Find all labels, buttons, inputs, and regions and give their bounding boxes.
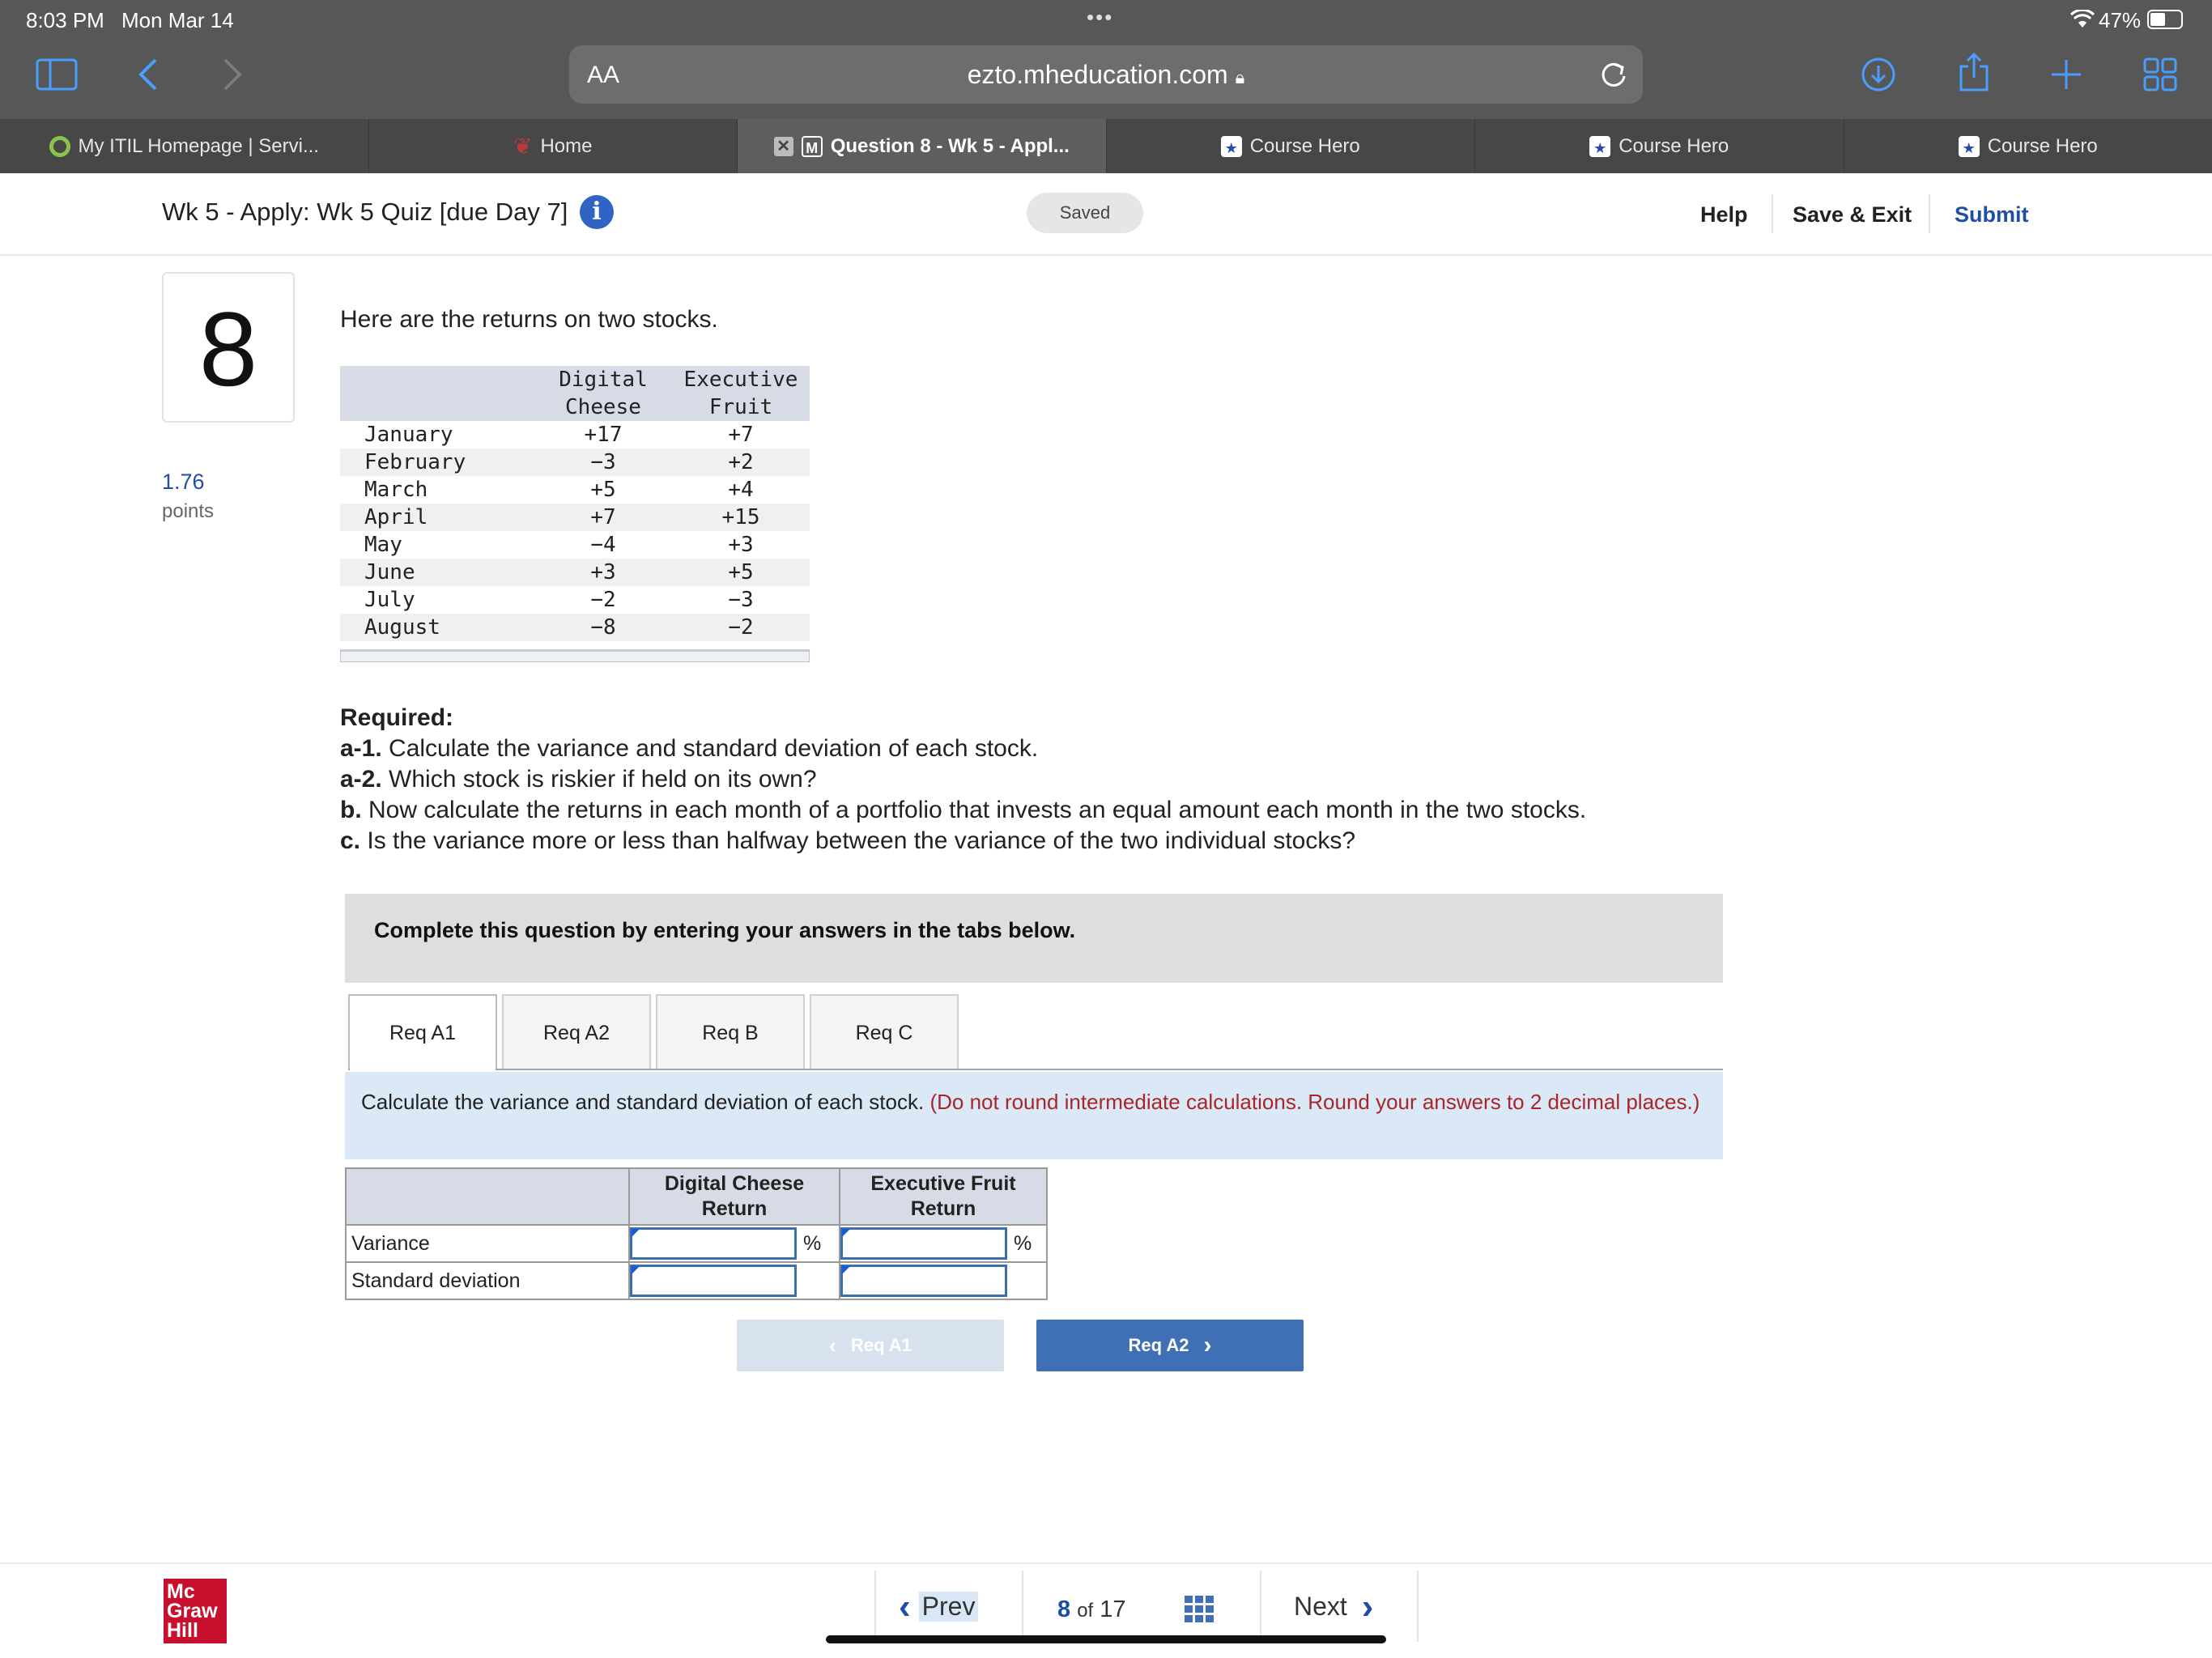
variance-dc-cell [629,1225,840,1262]
variance-dc-input[interactable] [630,1227,797,1260]
next-question-button[interactable] [1294,1586,1374,1626]
points-label: points [162,500,215,522]
new-tab-icon[interactable] [2048,57,2084,92]
status-time: 8:03 PM [26,8,104,32]
sidebar-icon[interactable] [36,58,78,91]
browser-tab-itil[interactable] [0,119,369,173]
month-cell: January [364,423,453,447]
tab-req-b[interactable] [656,994,805,1070]
complete-banner [345,894,1723,983]
next-req-button[interactable] [1036,1320,1304,1371]
quiz-title: Wk 5 - Apply: Wk 5 Quiz [due Day 7] [162,198,568,226]
ef-cell: −2 [728,615,754,640]
std-dc-cell [629,1262,840,1299]
battery-icon [2147,10,2183,29]
requirement-b: b. Now calculate the returns in each month of a portfolio that invests an equal amount each month in the two stocks. [340,797,1587,823]
dc-cell: −8 [590,615,616,640]
table-row [340,504,810,531]
ef-cell: +7 [728,423,754,447]
answer-header-row [346,1168,1047,1225]
tab-label: Req A1 [389,1021,456,1044]
dc-cell: +5 [590,478,616,502]
browser-tab-course-hero-2[interactable] [1475,119,1844,173]
ef-cell: +4 [728,478,754,502]
share-icon[interactable] [1958,52,1990,92]
variance-label: Variance [346,1225,629,1262]
table-row [340,586,810,614]
tab-label: Req C [855,1021,913,1044]
battery-percent: 47% [2099,8,2142,32]
dc-cell: +7 [590,505,616,529]
chevron-right-icon: › [1361,1586,1374,1626]
variance-ef-input[interactable] [840,1227,1007,1260]
divider [1929,194,1930,233]
instruction-box [345,1072,1723,1159]
course-hero-icon: ★ [1959,136,1980,157]
browser-tab-course-hero-3[interactable] [1844,119,2212,173]
dc-cell: −4 [590,533,616,557]
answer-row-variance [346,1225,1047,1262]
tab-overview-icon[interactable] [2142,57,2178,92]
home-logo-icon: ❦ [513,134,533,159]
course-hero-icon: ★ [1221,136,1242,157]
chevron-right-icon: › [1203,1332,1212,1358]
answer-row-std [346,1262,1047,1299]
divider [1022,1571,1023,1642]
wifi-icon [2069,10,2095,29]
tab-req-a2[interactable] [502,994,651,1070]
points-value: 1.76 [162,470,205,494]
m-icon: M [802,136,823,157]
browser-tabs [0,119,2212,173]
tab-label: Req B [702,1021,759,1044]
std-ef-cell [840,1262,1047,1299]
download-icon[interactable] [1861,57,1896,92]
month-cell: August [364,615,440,640]
month-cell: February [364,450,466,474]
month-cell: June [364,560,415,585]
returns-table [340,366,810,641]
requirement-a2: a-2. Which stock is riskier if held on its own? [340,766,817,793]
multitask-dots[interactable]: ••• [1087,5,1114,29]
table-footer-bar [340,649,810,662]
requirement-c: c. Is the variance more or less than halfway between the variance of the two individual stocks? [340,827,1356,854]
month-cell: May [364,533,402,557]
complete-banner-text: Complete this question by entering your answers in the tabs below. [374,918,1076,942]
table-row [340,421,810,449]
footer-divider [0,1562,2212,1564]
answer-header-ef: Executive Fruit Return [840,1168,1047,1225]
ef-cell: −3 [728,588,754,612]
percent-unit: % [803,1231,822,1255]
url-text: ezto.mheducation.com 🔒︎ [967,60,1245,89]
tab-req-a1[interactable] [348,994,497,1070]
table-row [340,449,810,476]
ef-cell: +3 [728,533,754,557]
table-row [340,559,810,586]
instruction-text: Calculate the variance and standard deviation of each stock. (Do not round intermediate calculations. Round your answers to 2 decimal places.) [361,1090,1700,1114]
month-cell: April [364,505,428,529]
tab-req-c[interactable] [810,994,959,1070]
header-executive-fruit-1: Executive [683,368,798,392]
tab-label: Course Hero [1987,134,2098,157]
lock-icon: 🔒︎ [1235,67,1245,87]
dc-cell: −2 [590,588,616,612]
std-label: Standard deviation [346,1262,629,1299]
std-ef-input[interactable] [840,1265,1007,1297]
month-cell: March [364,478,428,502]
back-icon[interactable] [136,57,159,92]
tab-label: Course Hero [1619,134,1729,157]
required-label: Required: [340,704,454,731]
page-indicator: 8 of 17 [1057,1596,1126,1622]
chevron-left-icon: ‹ [829,1333,836,1358]
reload-icon[interactable] [1599,60,1628,89]
tab-label: My ITIL Homepage | Servi... [78,134,319,157]
forward-icon[interactable] [222,57,245,92]
text-size-button[interactable]: AA [587,62,620,88]
mcgraw-hill-logo: Mc Graw Hill [164,1579,227,1643]
info-icon[interactable]: i [580,195,614,229]
tab-label: Question 8 - Wk 5 - Appl... [830,134,1070,157]
divider [1417,1571,1419,1642]
dc-cell: +3 [590,560,616,585]
table-row [340,476,810,504]
tab-label: Home [540,134,593,157]
course-hero-icon: ★ [1589,136,1610,157]
button-label: Prev [919,1592,979,1622]
returns-table-wrap [340,366,810,662]
browser-tab-home[interactable] [369,119,738,173]
help-link[interactable]: Help [1700,202,1748,227]
divider [874,1571,876,1642]
std-dc-input[interactable] [630,1265,797,1297]
ef-cell: +2 [728,450,754,474]
table-header-row [340,393,810,421]
grid-icon[interactable] [1184,1595,1214,1624]
header-digital-cheese-1: Digital [559,368,648,392]
tabs-underline [348,1069,1723,1070]
home-indicator[interactable] [826,1635,1386,1643]
requirements [340,703,2121,857]
active-tab-gap [350,1067,496,1070]
status-date: Mon Mar 14 [121,8,234,32]
dc-cell: −3 [590,450,616,474]
saved-badge: Saved [1027,193,1143,233]
variance-ef-cell [840,1225,1047,1262]
ef-cell: +5 [728,560,754,585]
tab-label: Course Hero [1249,134,1360,157]
address-bar[interactable] [569,45,1643,104]
percent-unit: % [1014,1231,1032,1255]
answer-table [345,1167,1048,1300]
servicenow-icon [49,136,70,157]
close-tab-icon[interactable]: ✕ [774,137,793,156]
browser-tab-question[interactable] [738,119,1107,173]
tab-label: Req A2 [542,1021,610,1044]
header-executive-fruit-2: Fruit [708,395,773,419]
table-header-row [340,366,810,393]
answer-header-dc: Digital Cheese Return [629,1168,840,1225]
save-exit-link[interactable]: Save & Exit [1793,202,1912,227]
question-number: 8 [162,272,295,423]
requirement-a1: a-1. Calculate the variance and standard deviation of each stock. [340,735,1039,762]
divider [1260,1571,1261,1642]
month-cell: July [364,588,415,612]
submit-link[interactable]: Submit [1955,202,2029,227]
header-digital-cheese-2: Cheese [565,395,641,419]
question-intro: Here are the returns on two stocks. [340,306,718,333]
dc-cell: +17 [584,423,623,447]
browser-tab-course-hero-1[interactable] [1107,119,1476,173]
quiz-header [0,173,2212,256]
button-label: Req A1 [850,1335,912,1355]
button-label: Req A2 [1128,1335,1189,1355]
prev-question-button[interactable] [899,1586,978,1626]
status-bar [0,0,2212,40]
prev-req-button[interactable] [737,1320,1004,1371]
table-row [340,531,810,559]
table-row [340,614,810,641]
ef-cell: +15 [721,505,760,529]
divider [1772,194,1773,233]
chevron-left-icon: ‹ [899,1586,911,1626]
button-label: Next [1294,1592,1347,1621]
